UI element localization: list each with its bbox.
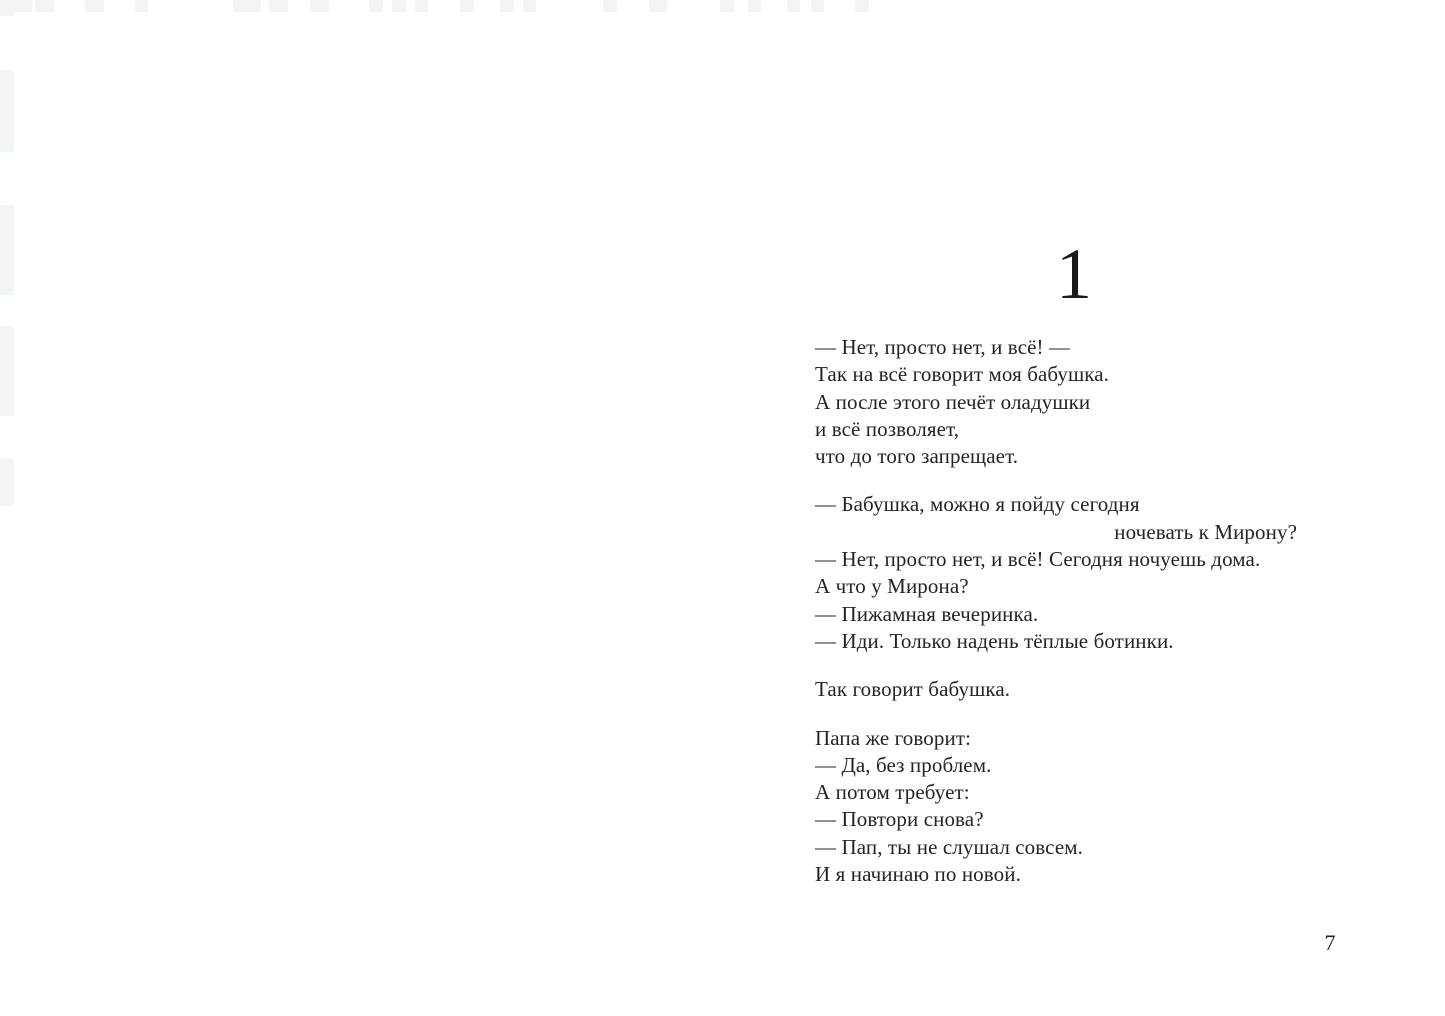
poem-line: что до того запрещает.: [815, 444, 1019, 469]
scan-artifact-mark: [310, 0, 329, 12]
poem-line: Папа же говорит:: [815, 725, 972, 750]
scan-artifact-mark: [0, 326, 14, 416]
poem-stanza-1: [815, 334, 1307, 470]
scan-artifact-mark: [649, 0, 667, 12]
scan-artifact-mark: [85, 0, 104, 12]
poem-line: — Да, без проблем.: [815, 752, 992, 777]
poem-line: И я начинаю по новой.: [815, 862, 1021, 887]
chapter-number: 1: [1056, 234, 1092, 314]
poem-line: — Нет, просто нет, и всё! —: [815, 335, 1071, 359]
scan-artifact-mark: [855, 0, 869, 12]
poem-line: — Иди. Только надень тёплые ботинки.: [815, 628, 1174, 653]
scan-artifact-mark: [135, 0, 148, 12]
scan-artifact-mark: [748, 0, 761, 12]
poem-line: — Пап, ты не слушал совсем.: [815, 834, 1083, 859]
scan-artifact-mark: [811, 0, 824, 12]
scan-artifact-mark: [720, 0, 734, 12]
scan-artifact-mark: [35, 0, 54, 12]
scan-artifact-mark: [500, 0, 514, 12]
scan-artifact-mark: [787, 0, 800, 12]
poem-stanza-3: [815, 676, 1307, 703]
scan-artifact-mark: [369, 0, 383, 12]
scan-artifact-mark: [0, 0, 14, 16]
scan-artifact-mark: [269, 0, 288, 12]
poem-line-continuation: ночевать к Мирону?: [1114, 519, 1297, 544]
poem-line: Так на всё говорит моя бабушка.: [815, 362, 1110, 387]
scan-artifact-mark: [460, 0, 474, 12]
poem-stanza-4: [815, 725, 1307, 889]
poem-line: — Бабушка, можно я пойду сегодня: [815, 492, 1140, 517]
scan-artifact-mark: [233, 0, 261, 12]
poem-line: А после этого печёт оладушки: [815, 389, 1091, 414]
scan-artifact-mark: [603, 0, 617, 12]
poem-line: — Пижамная вечеринка.: [815, 601, 1039, 626]
poem-stanza-2: [815, 491, 1307, 655]
poem-line: А потом требует:: [815, 780, 970, 805]
page-number: 7: [1324, 930, 1336, 955]
poem-line: и всё позволяет,: [815, 416, 960, 441]
scan-artifact-mark: [523, 0, 536, 12]
poem-line: — Повтори снова?: [815, 807, 984, 832]
scan-artifact-mark: [0, 70, 14, 152]
scan-artifact-mark: [0, 205, 14, 295]
scan-artifact-mark: [392, 0, 406, 12]
poem-line: — Нет, просто нет, и всё! Сегодня ночуешь дома.: [815, 547, 1261, 572]
scan-artifact-mark: [415, 0, 428, 12]
poem-line: А что у Мирона?: [815, 574, 969, 599]
poem-line: Так говорит бабушка.: [815, 677, 1011, 702]
poem-text-block: [815, 334, 1307, 888]
scan-artifact-mark: [0, 458, 14, 506]
